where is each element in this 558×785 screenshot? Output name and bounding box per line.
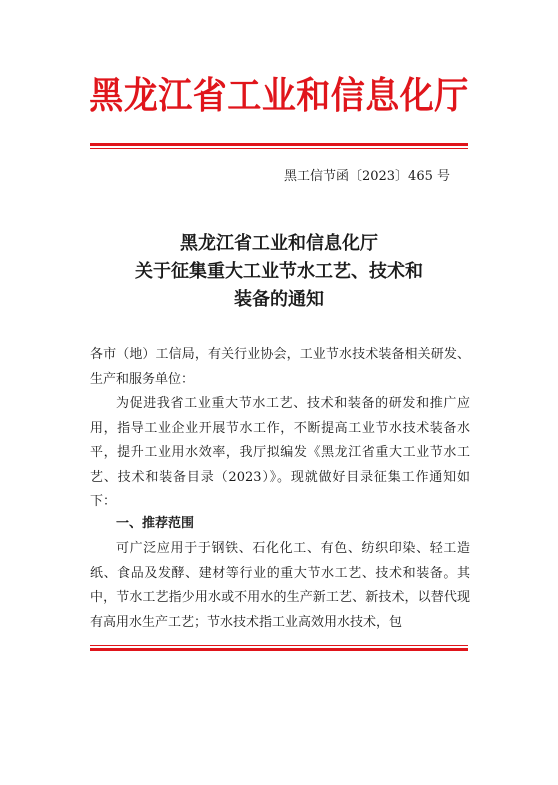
header-rule-thick <box>90 143 468 146</box>
title-line-1: 黑龙江省工业和信息化厅 <box>180 233 378 254</box>
title-line-3: 装备的通知 <box>234 289 324 310</box>
salutation: 各市（地）工信局，有关行业协会，工业节水技术装备相关研发、生产和服务单位： <box>90 347 470 387</box>
title-line-2: 关于征集重大工业节水工艺、技术和 <box>135 261 423 282</box>
paragraph-scope: 可广泛应用于于钢铁、石化化工、有色、纺织印染、轻工造纸、食品及发酵、建材等行业的重大节水工艺、技术和装备。其中，节水工艺指少用水或不用水的生产新工艺、新技术，以替代现有高用水生产工艺；节水技术指工业高效用水技术，包 <box>90 541 470 630</box>
header-rule-thin <box>90 148 468 149</box>
document-title <box>0 230 558 314</box>
org-header: 黑龙江省工业和信息化厅 <box>89 73 469 117</box>
paragraph-intro: 为促进我省工业重大节水工艺、技术和装备的研发和推广应用，指导工业企业开展节水工作，不断提高工业节水技术装备水平，提升工业用水效率，我厅拟编发《黑龙江省重大工业节水工艺、技术和装备目录（2023）》。现就做好目录征集工作通知如下： <box>90 396 470 509</box>
footer-rule-thick <box>90 648 468 651</box>
footer-rule-thin <box>90 645 468 646</box>
document-number: 黑工信节函〔2023〕465 号 <box>283 169 450 184</box>
section-heading-1: 一、推荐范围 <box>116 516 195 531</box>
